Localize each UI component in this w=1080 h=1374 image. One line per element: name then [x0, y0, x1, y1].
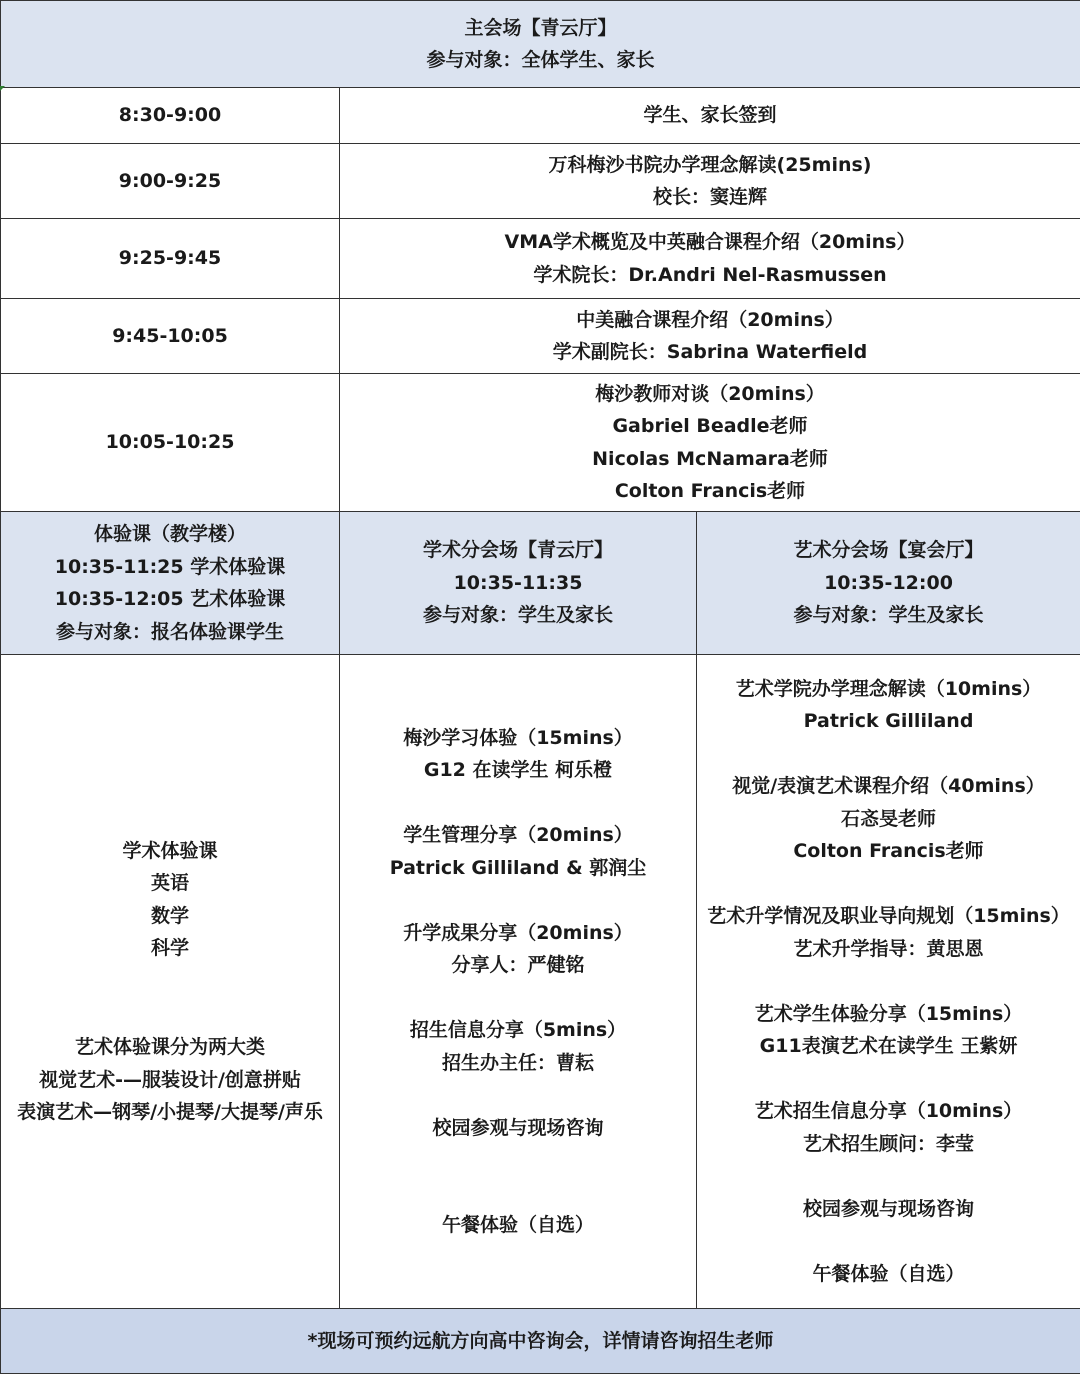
academic-session-content: [340, 655, 697, 1309]
agenda-line: 中美融合课程介绍（20mins）: [344, 304, 1076, 337]
arts-item-title: 午餐体验（自选）: [701, 1258, 1076, 1291]
agenda-line: 学术副院长：Sabrina Waterfield: [344, 336, 1076, 369]
main-session-audience: 参与对象：全体学生、家长: [5, 44, 1076, 77]
agenda-time: 9:45-10:05: [1, 299, 340, 374]
academic-item-speaker: 招生办主任：曹耘: [344, 1047, 692, 1080]
academic-item-speaker: G12 在读学生 柯乐橙: [344, 754, 692, 787]
spacer: [701, 1160, 1076, 1193]
arts-item-speaker: 艺术招生顾问：李莹: [701, 1128, 1076, 1161]
breakout-content-row: [1, 655, 1080, 1309]
spacer: [5, 965, 335, 998]
academic-item-title: 学生管理分享（20mins）: [344, 819, 692, 852]
academic-item-title: 升学成果分享（20mins）: [344, 917, 692, 950]
arts-item-title: 艺术招生信息分享（10mins）: [701, 1095, 1076, 1128]
spacer: [344, 982, 692, 1015]
breakout-header-row: [1, 512, 1080, 655]
agenda-item: [340, 299, 1080, 374]
trial-class-content: [1, 655, 340, 1309]
arts-header-line: 参与对象：学生及家长: [701, 599, 1076, 632]
agenda-item: [340, 374, 1080, 512]
arts-item-speaker: Colton Francis老师: [701, 835, 1076, 868]
academic-header-line: 学术分会场【青云厅】: [344, 534, 692, 567]
arts-item-title: 艺术学院办学理念解读（10mins）: [701, 673, 1076, 706]
spacer: [344, 1079, 692, 1112]
trial-arts-line: 表演艺术—钢琴/小提琴/大提琴/声乐: [5, 1096, 335, 1129]
academic-item-speaker: Patrick Gilliland & 郭润尘: [344, 852, 692, 885]
spacer: [344, 884, 692, 917]
arts-item-speaker: 艺术升学指导：黄思恩: [701, 933, 1076, 966]
agenda-line: 学术院长：Dr.Andri Nel-Rasmussen: [344, 259, 1076, 292]
footer-row: [1, 1309, 1080, 1374]
academic-session-header: [340, 512, 697, 655]
spacer: [701, 1063, 1076, 1096]
academic-header-line: 10:35-11:35: [344, 567, 692, 600]
trial-academic-line: 英语: [5, 867, 335, 900]
agenda-line: 万科梅沙书院办学理念解读(25mins): [344, 149, 1076, 182]
academic-item-title: 午餐体验（自选）: [344, 1209, 692, 1242]
agenda-row: [1, 374, 1080, 512]
agenda-line: Colton Francis老师: [344, 475, 1076, 508]
trial-header-line: 体验课（教学楼）: [5, 518, 335, 551]
spacer: [5, 997, 335, 1031]
agenda-row: [1, 144, 1080, 219]
academic-item-speaker: 分享人：严健铭: [344, 949, 692, 982]
arts-header-line: 艺术分会场【宴会厅】: [701, 534, 1076, 567]
trial-academic-line: 学术体验课: [5, 835, 335, 868]
main-session-title: 主会场【青云厅】: [5, 12, 1076, 45]
academic-header-line: 参与对象：学生及家长: [344, 599, 692, 632]
main-session-header-row: [1, 1, 1080, 88]
agenda-line: VMA学术概览及中英融合课程介绍（20mins）: [344, 226, 1076, 259]
agenda-line: 校长：窦连辉: [344, 181, 1076, 214]
arts-session-header: [697, 512, 1080, 655]
footer-note-cell: [1, 1309, 1080, 1374]
agenda-item: [340, 144, 1080, 219]
arts-item-speaker: 石忞旻老师: [701, 803, 1076, 836]
arts-item-speaker: G11表演艺术在读学生 王紫妍: [701, 1030, 1076, 1063]
arts-item-title: 艺术升学情况及职业导向规划（15mins）: [701, 900, 1076, 933]
arts-item-speaker: Patrick Gilliland: [701, 705, 1076, 738]
spacer: [701, 738, 1076, 771]
agenda-time: 9:00-9:25: [1, 144, 340, 219]
agenda-item: [340, 88, 1080, 144]
spacer: [701, 965, 1076, 998]
trial-academic-line: 数学: [5, 900, 335, 933]
agenda-line: 学生、家长签到: [344, 99, 1076, 132]
trial-header-line: 10:35-11:25 学术体验课: [5, 551, 335, 584]
trial-academic-line: 科学: [5, 932, 335, 965]
footer-note: *现场可预约远航方向高中咨询会，详情请咨询招生老师: [5, 1325, 1076, 1358]
cell-corner-marker: [0, 86, 5, 91]
main-session-header: [1, 1, 1080, 88]
academic-item-title: 梅沙学习体验（15mins）: [344, 722, 692, 755]
agenda-time: 8:30-9:00: [1, 88, 340, 144]
spacer: [701, 868, 1076, 901]
trial-arts-line: 艺术体验课分为两大类: [5, 1031, 335, 1064]
spacer: [344, 1144, 692, 1209]
arts-item-title: 艺术学生体验分享（15mins）: [701, 998, 1076, 1031]
trial-header-line: 参与对象：报名体验课学生: [5, 616, 335, 649]
arts-item-title: 视觉/表演艺术课程介绍（40mins）: [701, 770, 1076, 803]
spacer: [701, 1225, 1076, 1258]
agenda-line: Nicolas McNamara老师: [344, 443, 1076, 476]
arts-header-line: 10:35-12:00: [701, 567, 1076, 600]
agenda-time: 10:05-10:25: [1, 374, 340, 512]
trial-arts-line: 视觉艺术-—服装设计/创意拼贴: [5, 1064, 335, 1097]
trial-class-header: [1, 512, 340, 655]
arts-session-content: [697, 655, 1080, 1309]
arts-item-title: 校园参观与现场咨询: [701, 1193, 1076, 1226]
agenda-row: [1, 219, 1080, 299]
spacer: [344, 787, 692, 820]
agenda-row: [1, 88, 1080, 144]
agenda-time: 9:25-9:45: [1, 219, 340, 299]
agenda-item: [340, 219, 1080, 299]
trial-header-line: 10:35-12:05 艺术体验课: [5, 583, 335, 616]
agenda-line: 梅沙教师对谈（20mins）: [344, 378, 1076, 411]
agenda-line: Gabriel Beadle老师: [344, 410, 1076, 443]
academic-item-title: 校园参观与现场咨询: [344, 1112, 692, 1145]
agenda-row: [1, 299, 1080, 374]
academic-item-title: 招生信息分享（5mins）: [344, 1014, 692, 1047]
